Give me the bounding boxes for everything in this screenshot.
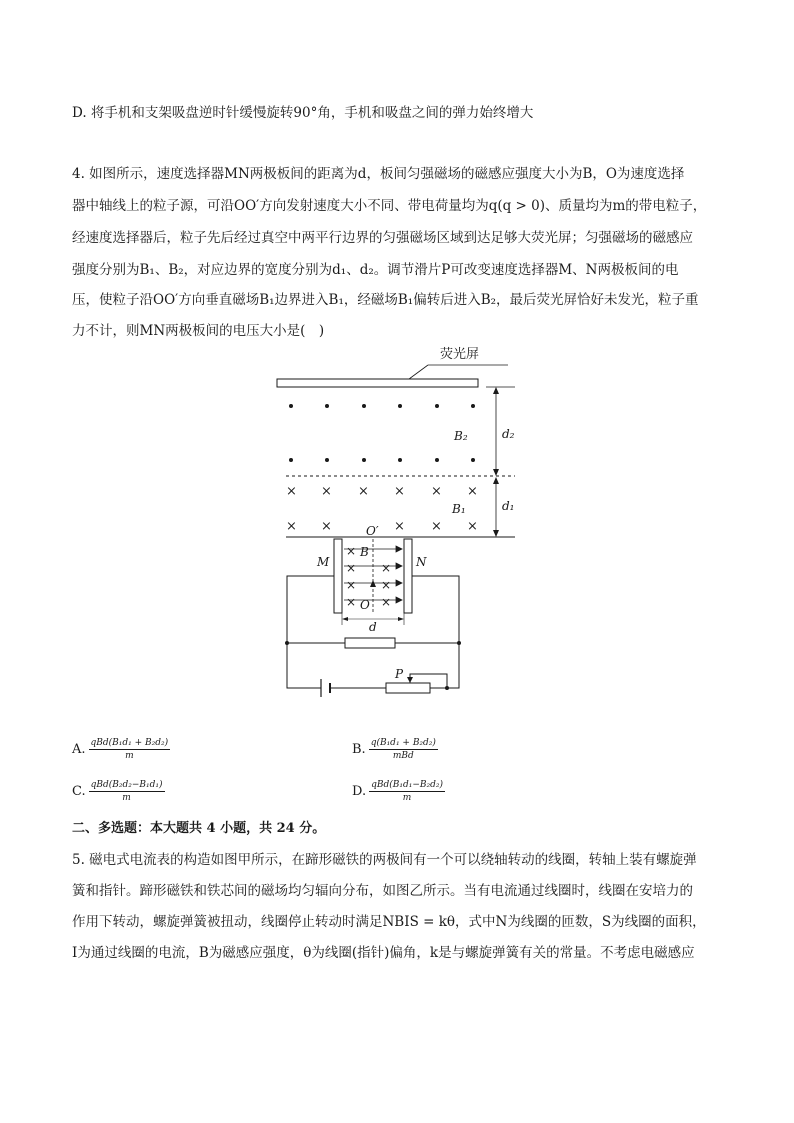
svg-text:×: ×: [431, 519, 442, 534]
b1-field-crosses: [286, 484, 478, 534]
svg-text:×: ×: [431, 484, 442, 499]
option-d[interactable]: D. $\frac{\text{qBd(B₁d₁−B₂d₂)}}{m}$: [352, 780, 443, 803]
svg-text:×: ×: [286, 519, 297, 534]
q4-line-1: 4. 如图所示，速度选择器MN两极板间的距离为d，板间匀强磁场的磁感应强度大小为B，O为速度选择: [72, 166, 685, 182]
o-prime-label: O′: [366, 524, 379, 538]
option-c[interactable]: C. $\frac{\text{qBd(B₂d₂−B₁d₁)}}{m}$: [72, 780, 163, 803]
svg-text:×: ×: [358, 484, 369, 499]
svg-text:×: ×: [381, 561, 392, 575]
d2-label: d₂: [502, 427, 515, 441]
rheostat: [386, 683, 430, 693]
svg-text:×: ×: [346, 561, 357, 575]
fluorescent-screen: [277, 379, 478, 387]
screen-label: 荧光屏: [440, 347, 480, 362]
q4-line-5: 压，使粒子沿OO′方向垂直磁场B₁边界进入B₁，经磁场B₁偏转后进入B₂，最后荧光屏恰好未发光，粒子重: [72, 292, 699, 308]
option-b[interactable]: B. $\frac{\text{q(B₁d₁ + B₂d₂)}}{\text{mBd}}$: [352, 738, 436, 761]
b2-field-dots: [289, 404, 475, 462]
svg-text:×: ×: [346, 544, 357, 558]
m-label: M: [317, 555, 330, 569]
svg-text:×: ×: [394, 484, 405, 499]
q4-line-3: 经速度选择器后，粒子先后经过真空中两平行边界的匀强磁场区域到达足够大荧光屏；匀强磁场的磁感应: [72, 230, 693, 246]
svg-text:×: ×: [394, 519, 405, 534]
plate-n: [404, 539, 412, 613]
svg-text:×: ×: [467, 519, 478, 534]
svg-text:×: ×: [286, 484, 297, 499]
b2-label: B₂: [454, 429, 468, 443]
p-label: P: [395, 667, 404, 681]
d-label: d: [369, 620, 377, 634]
o-label: O: [360, 598, 370, 612]
b1-label: B₁: [452, 502, 466, 516]
q4-line-2: 器中轴线上的粒子源，可沿OO′方向发射速度大小不同、带电荷量均为q(q > 0)、质量均为m的带电粒子，: [72, 198, 707, 214]
q4-line-6: 力不计，则MN两极板间的电压大小是( ): [72, 323, 325, 339]
svg-text:×: ×: [381, 595, 392, 609]
svg-text:×: ×: [346, 578, 357, 592]
q5-line-3: 作用下转动，螺旋弹簧被扭动，线圈停止转动时满足NBIS = kθ，式中N为线圈的匝数，S为线圈的面积，: [72, 914, 706, 930]
q5-line-2: 簧和指针。蹄形磁铁和铁芯间的磁场均匀辐向分布，如图乙所示。当有电流通过线圈时，线圈在安培力的: [72, 883, 693, 899]
prev-option-d: D. 将手机和支架吸盘逆时针缓慢旋转90°角，手机和吸盘之间的弹力始终增大: [72, 105, 534, 121]
svg-text:×: ×: [321, 484, 332, 499]
n-label: N: [416, 555, 427, 569]
q4-line-4: 强度分别为B₁、B₂，对应边界的宽度分别为d₁、d₂。调节滑片P可改变速度选择器M、N两极板间的电: [72, 262, 679, 278]
option-a[interactable]: A. $\frac{\text{qBd(B₁d₁ + B₂d₂)}}{m}$: [72, 738, 169, 761]
svg-text:×: ×: [381, 578, 392, 592]
screen-leader-line: [409, 365, 428, 379]
svg-text:×: ×: [467, 484, 478, 499]
fixed-resistor: [345, 638, 395, 648]
svg-text:×: ×: [346, 595, 357, 609]
q5-line-1: 5. 磁电式电流表的构造如图甲所示，在蹄形磁铁的两极间有一个可以绕轴转动的线圈，转轴上装有螺旋弹: [72, 852, 697, 868]
svg-text:×: ×: [321, 519, 332, 534]
q5-line-4: I为通过线圈的电流，B为磁感应强度，θ为线圈(指针)偏角，k是与螺旋弹簧有关的常量。不考虑电磁感应: [72, 945, 695, 961]
b-label: B: [360, 545, 369, 559]
d1-label: d₁: [502, 499, 515, 513]
section-heading: 二、多选题：本大题共 4 小题，共 24 分。: [72, 821, 326, 836]
plate-m: [334, 539, 342, 613]
